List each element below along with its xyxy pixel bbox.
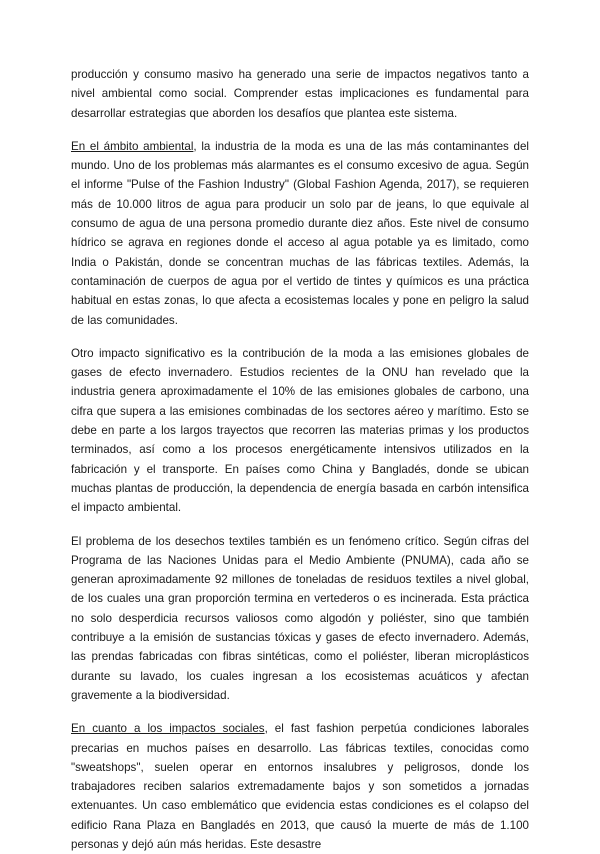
paragraph-emissions [71,344,529,518]
paragraph-intro-text: producción y consumo masivo ha generado una serie de impactos negativos tanto a nivel ambiental como social. Comprender estas implicaciones es fundamental para desarrollar estrategias que aborden los desafíos que plantea este sistema. [71,68,529,120]
paragraph-emissions-text: Otro impacto significativo es la contribución de la moda a las emisiones globales de gases de efecto invernadero. Estudios recientes de la ONU han revelado que la industria genera aproximadamente el 10% de las emisiones globales de carbono, una cifra que supera a las emisiones combinadas de los sectores aéreo y marítimo. Esto se debe en parte a los largos trayectos que recorren las materias primas y los productos terminados, así como a los procesos energéticamente intensivos utilizados en la fabricación y el transporte. En países como China y Bangladés, donde se ubican muchas plantas de producción, la dependencia de energía basada en carbón intensifica el impacto ambiental. [71,346,529,515]
section-heading-environmental: En el ámbito ambiental [71,139,194,153]
paragraph-textile-waste [71,532,529,706]
paragraph-social-text: , el fast fashion perpetúa condiciones laborales precarias en muchos países en desarrollo. Las fábricas textiles, conocidas como "sweatshops", suelen operar en entornos insalubres y peligrosos, donde los trabajadores reciben salarios extremadamente bajos y son sometidos a jornadas extenuantes. Un caso emblemático que evidencia estas condiciones es el colapso del edificio Rana Plaza en Bangladés en 2013, que causó la muerte de más de 1.100 personas y dejó aún más heridas. Este desastre [71,722,529,851]
paragraph-environmental [71,137,529,330]
section-heading-social: En cuanto a los impactos sociales [71,722,265,736]
paragraph-environmental-text: , la industria de la moda es una de las más contaminantes del mundo. Uno de los problemas más alarmantes es el consumo excesivo de agua. Según el informe "Pulse of the Fashion Industry" (Global Fashion Agenda, 2017), se requieren más de 10.000 litros de agua para producir un solo par de jeans, lo que equivale al consumo de agua de una persona promedio durante diez años. Este nivel de consumo hídrico se agrava en regiones donde el acceso al agua potable ya es limitado, como India o Pakistán, donde se concentran muchas de las fábricas textiles. Además, la contaminación de cuerpos de agua por el vertido de tintes y químicos es una práctica habitual en estas zonas, lo que afecta a ecosistemas locales y pone en peligro la salud de las comunidades. [71,139,529,327]
paragraph-social [71,719,529,854]
paragraph-textile-waste-text: El problema de los desechos textiles también es un fenómeno crítico. Según cifras del Programa de las Naciones Unidas para el Medio Ambiente (PNUMA), cada año se generan aproximadamente 92 millones de toneladas de residuos textiles a nivel global, de los cuales una gran proporción termina en vertederos o es incinerada. Esta práctica no solo desperdicia recursos valiosos como algodón y poliéster, sino que también contribuye a la emisión de sustancias tóxicas y gases de efecto invernadero. Además, las prendas fabricadas con fibras sintéticas, como el poliéster, liberan microplásticos durante su lavado, los cuales ingresan a los ecosistemas acuáticos y afectan gravemente a la biodiversidad. [71,534,529,702]
paragraph-intro [71,65,529,123]
